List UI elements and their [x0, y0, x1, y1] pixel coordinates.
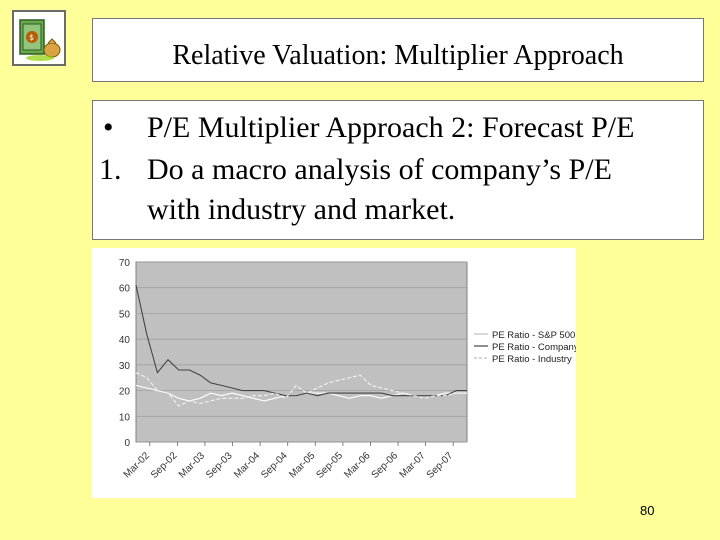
x-tick-label: Mar-05	[287, 450, 318, 481]
bullet-list	[92, 100, 704, 240]
x-tick-label: Sep-07	[424, 450, 456, 481]
plot-area	[136, 262, 467, 442]
x-tick-label: Sep-02	[148, 450, 180, 481]
chart-svg	[92, 248, 576, 498]
legend-label: PE Ratio - Company	[492, 342, 576, 353]
x-tick-label: Sep-03	[204, 450, 235, 481]
y-tick-label: 50	[118, 309, 130, 321]
page-number: 80	[640, 503, 655, 518]
y-tick-label: 30	[118, 360, 130, 372]
y-tick-label: 60	[118, 283, 130, 295]
svg-text:$: $	[29, 33, 35, 42]
logo	[12, 10, 66, 66]
x-tick-label: Mar-03	[176, 450, 208, 481]
money-bag-box-icon	[14, 12, 64, 64]
legend-label: PE Ratio - Industry	[492, 354, 572, 365]
x-tick-label: Mar-06	[342, 450, 373, 481]
x-tick-label: Mar-07	[397, 450, 428, 481]
y-tick-label: 0	[124, 438, 130, 449]
y-tick-label: 10	[118, 412, 130, 424]
x-tick-label: Mar-04	[232, 450, 263, 481]
x-tick-label: Mar-02	[121, 450, 152, 481]
slide-title: Relative Valuation: Multiplier Approach	[92, 18, 704, 82]
y-tick-label: 40	[118, 335, 130, 347]
x-tick-label: Sep-04	[259, 450, 290, 481]
numbered-text: Do a macro analysis of company’s P/E	[147, 153, 612, 186]
y-tick-label: 20	[118, 386, 130, 398]
y-tick-label: 70	[118, 258, 130, 269]
pe-ratio-chart	[92, 248, 576, 498]
numbered-text-continuation: with industry and market.	[147, 193, 456, 226]
bullet-text: P/E Multiplier Approach 2: Forecast P/E	[147, 111, 635, 144]
legend-label: PE Ratio - S&P 500	[492, 330, 576, 341]
x-tick-label: Sep-06	[369, 450, 401, 481]
numbered-marker: 1.	[99, 153, 122, 186]
bullet-marker: •	[103, 111, 114, 144]
x-tick-label: Sep-05	[314, 450, 345, 481]
